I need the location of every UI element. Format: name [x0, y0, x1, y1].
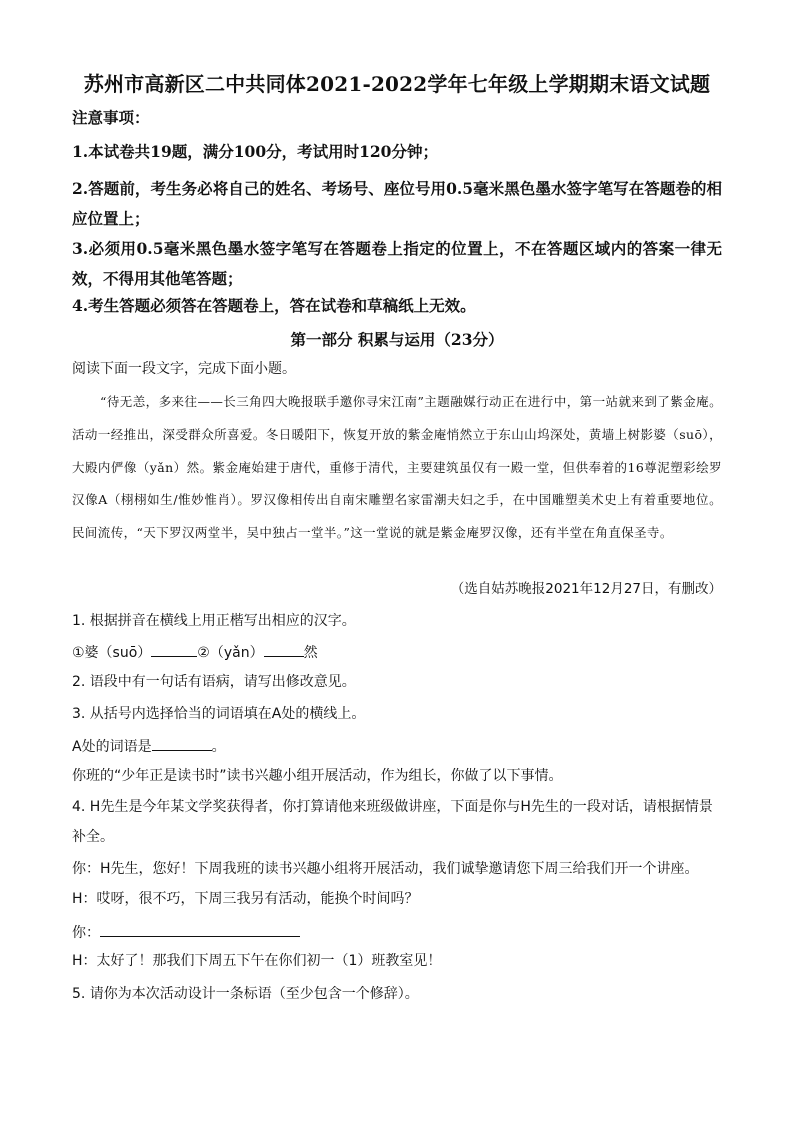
dialog-line-2: H：哎呀，很不巧，下周三我另有活动，能换个时间吗？ [72, 891, 419, 907]
q3-answer-end: 。 [211, 739, 226, 755]
passage-source: （选自姑苏晚报2021年12月27日，有删改） [450, 581, 722, 597]
question-1-blanks [72, 642, 722, 662]
question-1: 1. 根据拼音在横线上用正楷写出相应的汉字。 [72, 613, 356, 629]
section-title: 第一部分 积累与运用（23分） [290, 330, 504, 349]
q3-answer-label: A处的词语是 [72, 739, 152, 755]
blank-a-prefix: ①婆（suō） [72, 645, 152, 661]
dialog-line-1: 你：H先生，您好！下周我班的读书兴趣小组将开展活动，我们诚挚邀请您下周三给我们开一个讲座。 [72, 861, 699, 877]
question-3-answer [72, 736, 722, 756]
question-2: 2. 语段中有一句话有语病，请写出修改意见。 [72, 674, 356, 690]
blank-b-prefix: ②（yǎn） [197, 645, 264, 661]
notice-item-3: 3.必须用0.5毫米黑色墨水签字笔写在答题卷上指定的位置上，不在答题区域内的答案一律无效，不得用其他笔答题； [72, 239, 722, 288]
answer-blank-dialog[interactable] [100, 922, 300, 937]
dialog-line-4: H：太好了！那我们下周五下午在你们初一（1）班教室见！ [72, 953, 442, 969]
notice-item-4: 4.考生答题必须答在答题卷上，答在试卷和草稿纸上无效。 [72, 296, 476, 315]
answer-blank-b[interactable] [264, 642, 304, 657]
activity-intro: 你班的“少年正是读书时”读书兴趣小组开展活动，作为组长，你做了以下事情。 [72, 768, 563, 784]
question-4-line1: 4. H先生是今年某文学奖获得者，你打算请他来班级做讲座，下面是你与H先生的一段对话，请根据情景 [72, 799, 713, 815]
notice-heading: 注意事项： [72, 108, 150, 127]
notice-item-2: 2.答题前，考生务必将自己的姓名、考场号、座位号用0.5毫米黑色墨水签字笔写在答题卷的相应位置上； [72, 179, 722, 228]
dialog-line-3 [72, 922, 722, 942]
exam-title: 苏州市高新区二中共同体2021-2022学年七年级上学期期末语文试题 [83, 72, 711, 96]
reading-passage: “待无恙，多来往——长三角四大晚报联手邀你寻宋江南”主题融媒行动正在进行中，第一站就来到了紫金庵。活动一经推出，深受群众所喜爱。冬日暖阳下，恢复开放的紫金庵悄然立于东山山坞深处，黄墙上树影婆（suō），大殿内俨像（yǎn）然。紫金庵始建于唐代，重修于清代，主要建筑虽仅有一殿一堂，但供奉着的16尊泥塑彩绘罗汉像A（栩栩如生/惟妙惟肖）。罗汉像相传出自南宋雕塑名家雷潮夫妇之手，在中国雕塑美术史上有着重要地位。民间流传，“天下罗汉两堂半，吴中独占一堂半。”这一堂说的就是紫金庵罗汉像，还有半堂在角直保圣寺。 [72, 394, 722, 541]
notice-item-1: 1.本试卷共19题，满分100分，考试用时120分钟； [72, 142, 438, 161]
reading-intro: 阅读下面一段文字，完成下面小题。 [72, 361, 296, 377]
question-3: 3. 从括号内选择恰当的词语填在A处的横线上。 [72, 706, 366, 722]
answer-blank-a[interactable] [151, 642, 197, 657]
question-5: 5. 请你为本次活动设计一条标语（至少包含一个修辞）。 [72, 986, 419, 1002]
blank-b-suffix: 然 [303, 645, 318, 661]
question-4-line2: 补全。 [72, 829, 114, 845]
answer-blank-q3[interactable] [152, 736, 212, 751]
dialog-speaker-you: 你： [72, 925, 100, 941]
